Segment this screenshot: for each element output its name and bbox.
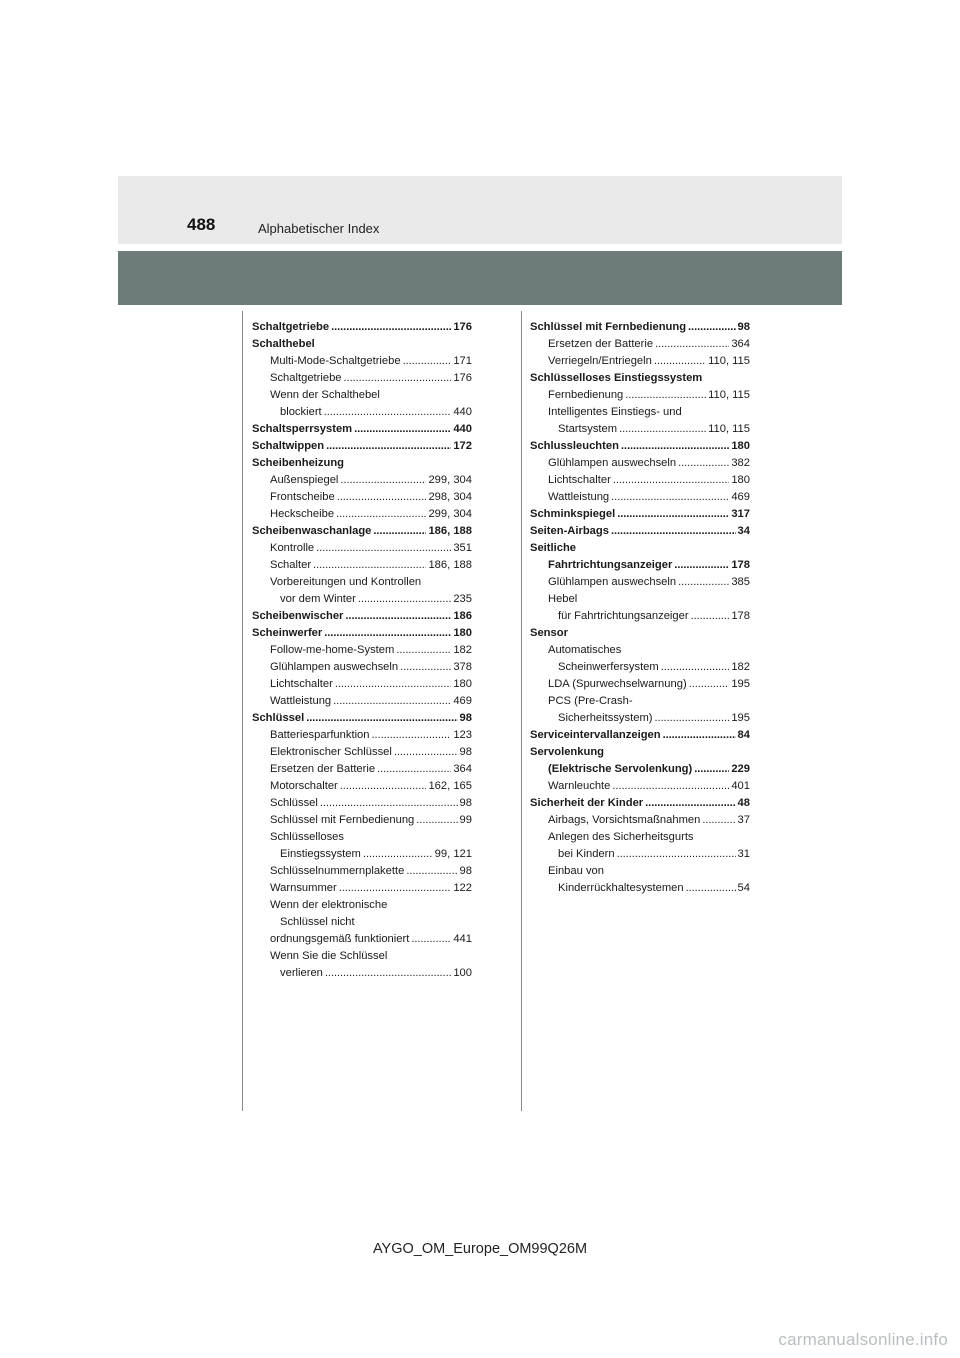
index-column-right: [530, 319, 750, 897]
index-term: Serviceintervallanzeigen: [530, 729, 661, 741]
page-reference: 171: [453, 355, 472, 367]
index-entry: [252, 489, 472, 506]
dot-leader: [678, 455, 729, 472]
index-term: Schlüssel nicht: [280, 916, 355, 928]
index-term: Glühlampen auswechseln: [548, 576, 677, 588]
index-entry: [252, 965, 472, 982]
index-entry: [530, 455, 750, 472]
page-reference: 180: [731, 440, 750, 452]
page-reference: 401: [731, 780, 750, 792]
dot-leader: [691, 608, 730, 625]
section-color-bar: [118, 251, 842, 305]
index-entry: [252, 506, 472, 523]
index-entry: [252, 778, 472, 795]
index-term: Heckscheibe: [270, 508, 335, 520]
index-term: Schlüssel: [252, 712, 305, 724]
index-term: Scheinwerfersystem: [558, 661, 659, 673]
index-term: Sicherheitssystem): [558, 712, 653, 724]
dot-leader: [316, 540, 451, 557]
index-entry: [252, 353, 472, 370]
dot-leader: [335, 676, 452, 693]
index-entry: [530, 574, 750, 591]
dot-leader: [320, 795, 458, 812]
index-entry: [252, 540, 472, 557]
index-term: Wattleistung: [548, 491, 610, 503]
index-entry: [252, 659, 472, 676]
index-term: Verriegeln/Entriegeln: [548, 355, 652, 367]
dot-leader: [363, 846, 433, 863]
dot-leader: [313, 557, 426, 574]
page-reference: 48: [737, 797, 750, 809]
index-term: (Elektrische Servolenkung): [548, 763, 693, 775]
index-term: Lichtschalter: [270, 678, 333, 690]
index-entry: [530, 710, 750, 727]
index-term: Lichtschalter: [548, 474, 611, 486]
index-entry: [530, 659, 750, 676]
index-entry: [530, 523, 750, 540]
page-reference: 176: [453, 321, 472, 333]
page-reference: 176: [453, 372, 472, 384]
dot-leader: [617, 846, 736, 863]
index-term: bei Kindern: [558, 848, 615, 860]
index-term: Fahrtrichtungsanzeiger: [548, 559, 673, 571]
index-term: Schlüssel mit Fernbedienung: [530, 321, 687, 333]
index-term: Schlussleuchten: [530, 440, 619, 452]
page-reference: 180: [731, 474, 750, 486]
index-term: Glühlampen auswechseln: [270, 661, 399, 673]
page-reference: 98: [737, 321, 750, 333]
index-term: vor dem Winter: [280, 593, 356, 605]
index-term: Schminkspiegel: [530, 508, 616, 520]
page-reference: 162, 165: [428, 780, 472, 792]
index-term: Scheibenwischer: [252, 610, 344, 622]
dot-leader: [625, 387, 706, 404]
page-reference: 99: [459, 814, 472, 826]
dot-leader: [400, 659, 451, 676]
index-entry: [530, 880, 750, 897]
dot-leader: [372, 727, 452, 744]
index-term: Ersetzen der Batterie: [270, 763, 376, 775]
index-entry: [252, 523, 472, 540]
index-entry: [252, 438, 472, 455]
index-entry: [530, 319, 750, 336]
dot-leader: [655, 710, 730, 727]
page-reference: 229: [731, 763, 750, 775]
page-reference: 440: [453, 423, 472, 435]
index-term: Sensor: [530, 627, 568, 639]
page-reference: 186, 188: [428, 525, 472, 537]
dot-leader: [396, 642, 451, 659]
page-reference: 182: [453, 644, 472, 656]
index-entry: [530, 761, 750, 778]
index-entry: [252, 710, 472, 727]
index-entry: [252, 812, 472, 829]
index-term: Einstiegssystem: [280, 848, 361, 860]
index-entry: [530, 676, 750, 693]
index-entry: [530, 557, 750, 574]
page-reference: 299, 304: [428, 474, 472, 486]
dot-leader: [373, 523, 426, 540]
index-term: Hebel: [548, 593, 578, 605]
dot-leader: [686, 880, 736, 897]
index-column-left: [252, 319, 472, 982]
page-reference: 385: [731, 576, 750, 588]
index-term: Wenn Sie die Schlüssel: [270, 950, 388, 962]
dot-leader: [694, 761, 729, 778]
dot-leader: [689, 676, 730, 693]
page-reference: 441: [453, 933, 472, 945]
index-term: Automatisches: [548, 644, 622, 656]
index-term: verlieren: [280, 967, 323, 979]
index-entry: [252, 404, 472, 421]
page-reference: 378: [453, 661, 472, 673]
page-reference: 122: [453, 882, 472, 894]
index-entry: [252, 591, 472, 608]
document-code: AYGO_OM_Europe_OM99Q26M: [372, 1241, 588, 1257]
dot-leader: [645, 795, 735, 812]
section-title: Alphabetischer Index: [258, 221, 380, 236]
index-entry: [252, 846, 472, 863]
index-entry: [530, 540, 750, 557]
dot-leader: [678, 574, 729, 591]
index-entry: [252, 863, 472, 880]
dot-leader: [340, 472, 426, 489]
index-entry: [252, 421, 472, 438]
index-term: Frontscheibe: [270, 491, 335, 503]
page-reference: 34: [737, 525, 750, 537]
dot-leader: [306, 710, 457, 727]
dot-leader: [339, 880, 452, 897]
dot-leader: [617, 506, 729, 523]
index-term: Startsystem: [558, 423, 618, 435]
page-reference: 440: [453, 406, 472, 418]
index-entry: [530, 353, 750, 370]
dot-leader: [621, 438, 729, 455]
dot-leader: [325, 965, 451, 982]
dot-leader: [326, 438, 451, 455]
index-entry: [530, 846, 750, 863]
index-entry: [252, 370, 472, 387]
dot-leader: [661, 659, 730, 676]
index-entry: [252, 608, 472, 625]
dot-leader: [702, 812, 735, 829]
dot-leader: [337, 489, 427, 506]
index-entry: [530, 404, 750, 421]
dot-leader: [324, 404, 452, 421]
dot-leader: [654, 353, 706, 370]
dot-leader: [611, 523, 736, 540]
dot-leader: [358, 591, 451, 608]
dot-leader: [674, 557, 729, 574]
index-term: Sicherheit der Kinder: [530, 797, 644, 809]
page-reference: 84: [737, 729, 750, 741]
dot-leader: [663, 727, 736, 744]
index-term: Follow-me-home-System: [270, 644, 395, 656]
index-term: Glühlampen auswechseln: [548, 457, 677, 469]
index-entry: [252, 693, 472, 710]
index-entry: [530, 829, 750, 846]
page-reference: 178: [731, 610, 750, 622]
index-term: Scheinwerfer: [252, 627, 323, 639]
dot-leader: [333, 693, 451, 710]
index-term: Vorbereitungen und Kontrollen: [270, 576, 422, 588]
index-term: Wattleistung: [270, 695, 332, 707]
index-term: Airbags, Vorsichtsmaßnahmen: [548, 814, 701, 826]
page-reference: 235: [453, 593, 472, 605]
index-term: Scheibenwaschanlage: [252, 525, 372, 537]
dot-leader: [655, 336, 729, 353]
index-entry: [252, 387, 472, 404]
dot-leader: [406, 863, 457, 880]
index-entry: [252, 795, 472, 812]
dot-leader: [612, 778, 729, 795]
dot-leader: [354, 421, 451, 438]
index-entry: [252, 472, 472, 489]
index-term: Schlüssel mit Fernbedienung: [270, 814, 415, 826]
index-term: LDA (Spurwechselwarnung): [548, 678, 687, 690]
watermark: carmanualsonline.info: [778, 1330, 948, 1349]
page-reference: 382: [731, 457, 750, 469]
index-entry: [530, 438, 750, 455]
index-entry: [252, 829, 472, 846]
index-entry: [252, 897, 472, 914]
index-entry: [530, 744, 750, 761]
dot-leader: [411, 931, 451, 948]
index-entry: [530, 506, 750, 523]
page-reference: 186: [453, 610, 472, 622]
index-entry: [530, 591, 750, 608]
index-entry: [252, 455, 472, 472]
page-reference: 364: [453, 763, 472, 775]
index-term: Scheibenheizung: [252, 457, 344, 469]
index-term: Schlüssel: [270, 797, 318, 809]
index-term: Außenspiegel: [270, 474, 339, 486]
index-entry: [530, 778, 750, 795]
dot-leader: [619, 421, 706, 438]
index-entry: [252, 914, 472, 931]
page-reference: 469: [453, 695, 472, 707]
page-number: 488: [187, 215, 216, 234]
dot-leader: [324, 625, 451, 642]
page-reference: 186, 188: [428, 559, 472, 571]
page-reference: 110, 115: [708, 423, 750, 435]
index-term: Schlüsselnummernplakette: [270, 865, 405, 877]
header-band: [118, 176, 842, 244]
index-term: Fernbedienung: [548, 389, 624, 401]
index-entry: [530, 727, 750, 744]
dot-leader: [336, 506, 426, 523]
index-term: Anlegen des Sicherheitsgurts: [548, 831, 694, 843]
index-term: Batteriesparfunktion: [270, 729, 370, 741]
page-reference: 180: [453, 678, 472, 690]
index-entry: [252, 574, 472, 591]
index-entry: [530, 421, 750, 438]
index-entry: [530, 336, 750, 353]
page-reference: 351: [453, 542, 472, 554]
dot-leader: [331, 319, 451, 336]
index-term: Kinderrückhaltesystemen: [558, 882, 684, 894]
page-reference: 180: [453, 627, 472, 639]
page-reference: 110, 115: [708, 355, 750, 367]
index-term: Motorschalter: [270, 780, 338, 792]
page-reference: 98: [459, 865, 472, 877]
dot-leader: [344, 370, 452, 387]
index-entry: [530, 608, 750, 625]
index-term: Elektronischer Schlüssel: [270, 746, 392, 758]
index-entry: [252, 557, 472, 574]
index-term: Warnleuchte: [548, 780, 611, 792]
index-entry: [252, 880, 472, 897]
page-reference: 99, 121: [434, 848, 472, 860]
index-entry: [252, 676, 472, 693]
page-reference: 178: [731, 559, 750, 571]
index-term: Warnsummer: [270, 882, 337, 894]
index-entry: [530, 472, 750, 489]
page-reference: 110, 115: [708, 389, 750, 401]
index-term: Schaltgetriebe: [252, 321, 330, 333]
page-reference: 54: [737, 882, 750, 894]
index-entry: [530, 863, 750, 880]
index-entry: [530, 642, 750, 659]
page-reference: 98: [459, 712, 472, 724]
column-divider-middle: [521, 311, 522, 1111]
index-entry: [530, 693, 750, 710]
index-term: Schlüsselloses Einstiegssystem: [530, 372, 703, 384]
index-term: Ersetzen der Batterie: [548, 338, 654, 350]
page-reference: 123: [453, 729, 472, 741]
index-term: Seiten-Airbags: [530, 525, 609, 537]
page-reference: 195: [731, 712, 750, 724]
index-term: Intelligentes Einstiegs- und: [548, 406, 682, 418]
index-entry: [530, 370, 750, 387]
index-term: Wenn der elektronische: [270, 899, 388, 911]
index-entry: [252, 642, 472, 659]
index-entry: [252, 761, 472, 778]
index-term: ordnungsgemäß funktioniert: [270, 933, 410, 945]
index-term: Seitliche: [530, 542, 577, 554]
page-reference: 298, 304: [428, 491, 472, 503]
index-entry: [252, 625, 472, 642]
index-term: PCS (Pre-Crash-: [548, 695, 633, 707]
page-reference: 172: [453, 440, 472, 452]
page-reference: 195: [731, 678, 750, 690]
index-term: Multi-Mode-Schaltgetriebe: [270, 355, 401, 367]
index-entry: [530, 387, 750, 404]
index-term: Einbau von: [548, 865, 604, 877]
page-reference: 182: [731, 661, 750, 673]
page-reference: 98: [459, 746, 472, 758]
index-entry: [252, 727, 472, 744]
dot-leader: [345, 608, 451, 625]
index-entry: [252, 948, 472, 965]
index-term: Schalter: [270, 559, 312, 571]
page-reference: 364: [731, 338, 750, 350]
dot-leader: [403, 353, 452, 370]
index-term: Schlüsselloses: [270, 831, 344, 843]
index-entry: [530, 812, 750, 829]
index-entry: [252, 336, 472, 353]
index-term: Schaltwippen: [252, 440, 325, 452]
page-reference: 317: [731, 508, 750, 520]
index-term: Kontrolle: [270, 542, 315, 554]
index-entry: [252, 931, 472, 948]
index-term: Servolenkung: [530, 746, 604, 758]
page-reference: 37: [737, 814, 750, 826]
index-entry: [530, 625, 750, 642]
dot-leader: [340, 778, 427, 795]
index-term: blockiert: [280, 406, 322, 418]
index-term: Wenn der Schalthebel: [270, 389, 380, 401]
page-reference: 31: [737, 848, 750, 860]
page-reference: 299, 304: [428, 508, 472, 520]
page-reference: 98: [459, 797, 472, 809]
page-reference: 469: [731, 491, 750, 503]
column-divider-left: [242, 311, 243, 1111]
index-term: Schaltsperrsystem: [252, 423, 353, 435]
dot-leader: [394, 744, 458, 761]
index-entry: [530, 795, 750, 812]
page-reference: 100: [453, 967, 472, 979]
dot-leader: [688, 319, 736, 336]
index-term: Schalthebel: [252, 338, 315, 350]
index-entry: [252, 744, 472, 761]
index-term: Schaltgetriebe: [270, 372, 342, 384]
dot-leader: [611, 489, 729, 506]
index-term: für Fahrtrichtungsanzeiger: [558, 610, 689, 622]
index-entry: [252, 319, 472, 336]
dot-leader: [377, 761, 451, 778]
dot-leader: [416, 812, 457, 829]
dot-leader: [613, 472, 730, 489]
index-entry: [530, 489, 750, 506]
